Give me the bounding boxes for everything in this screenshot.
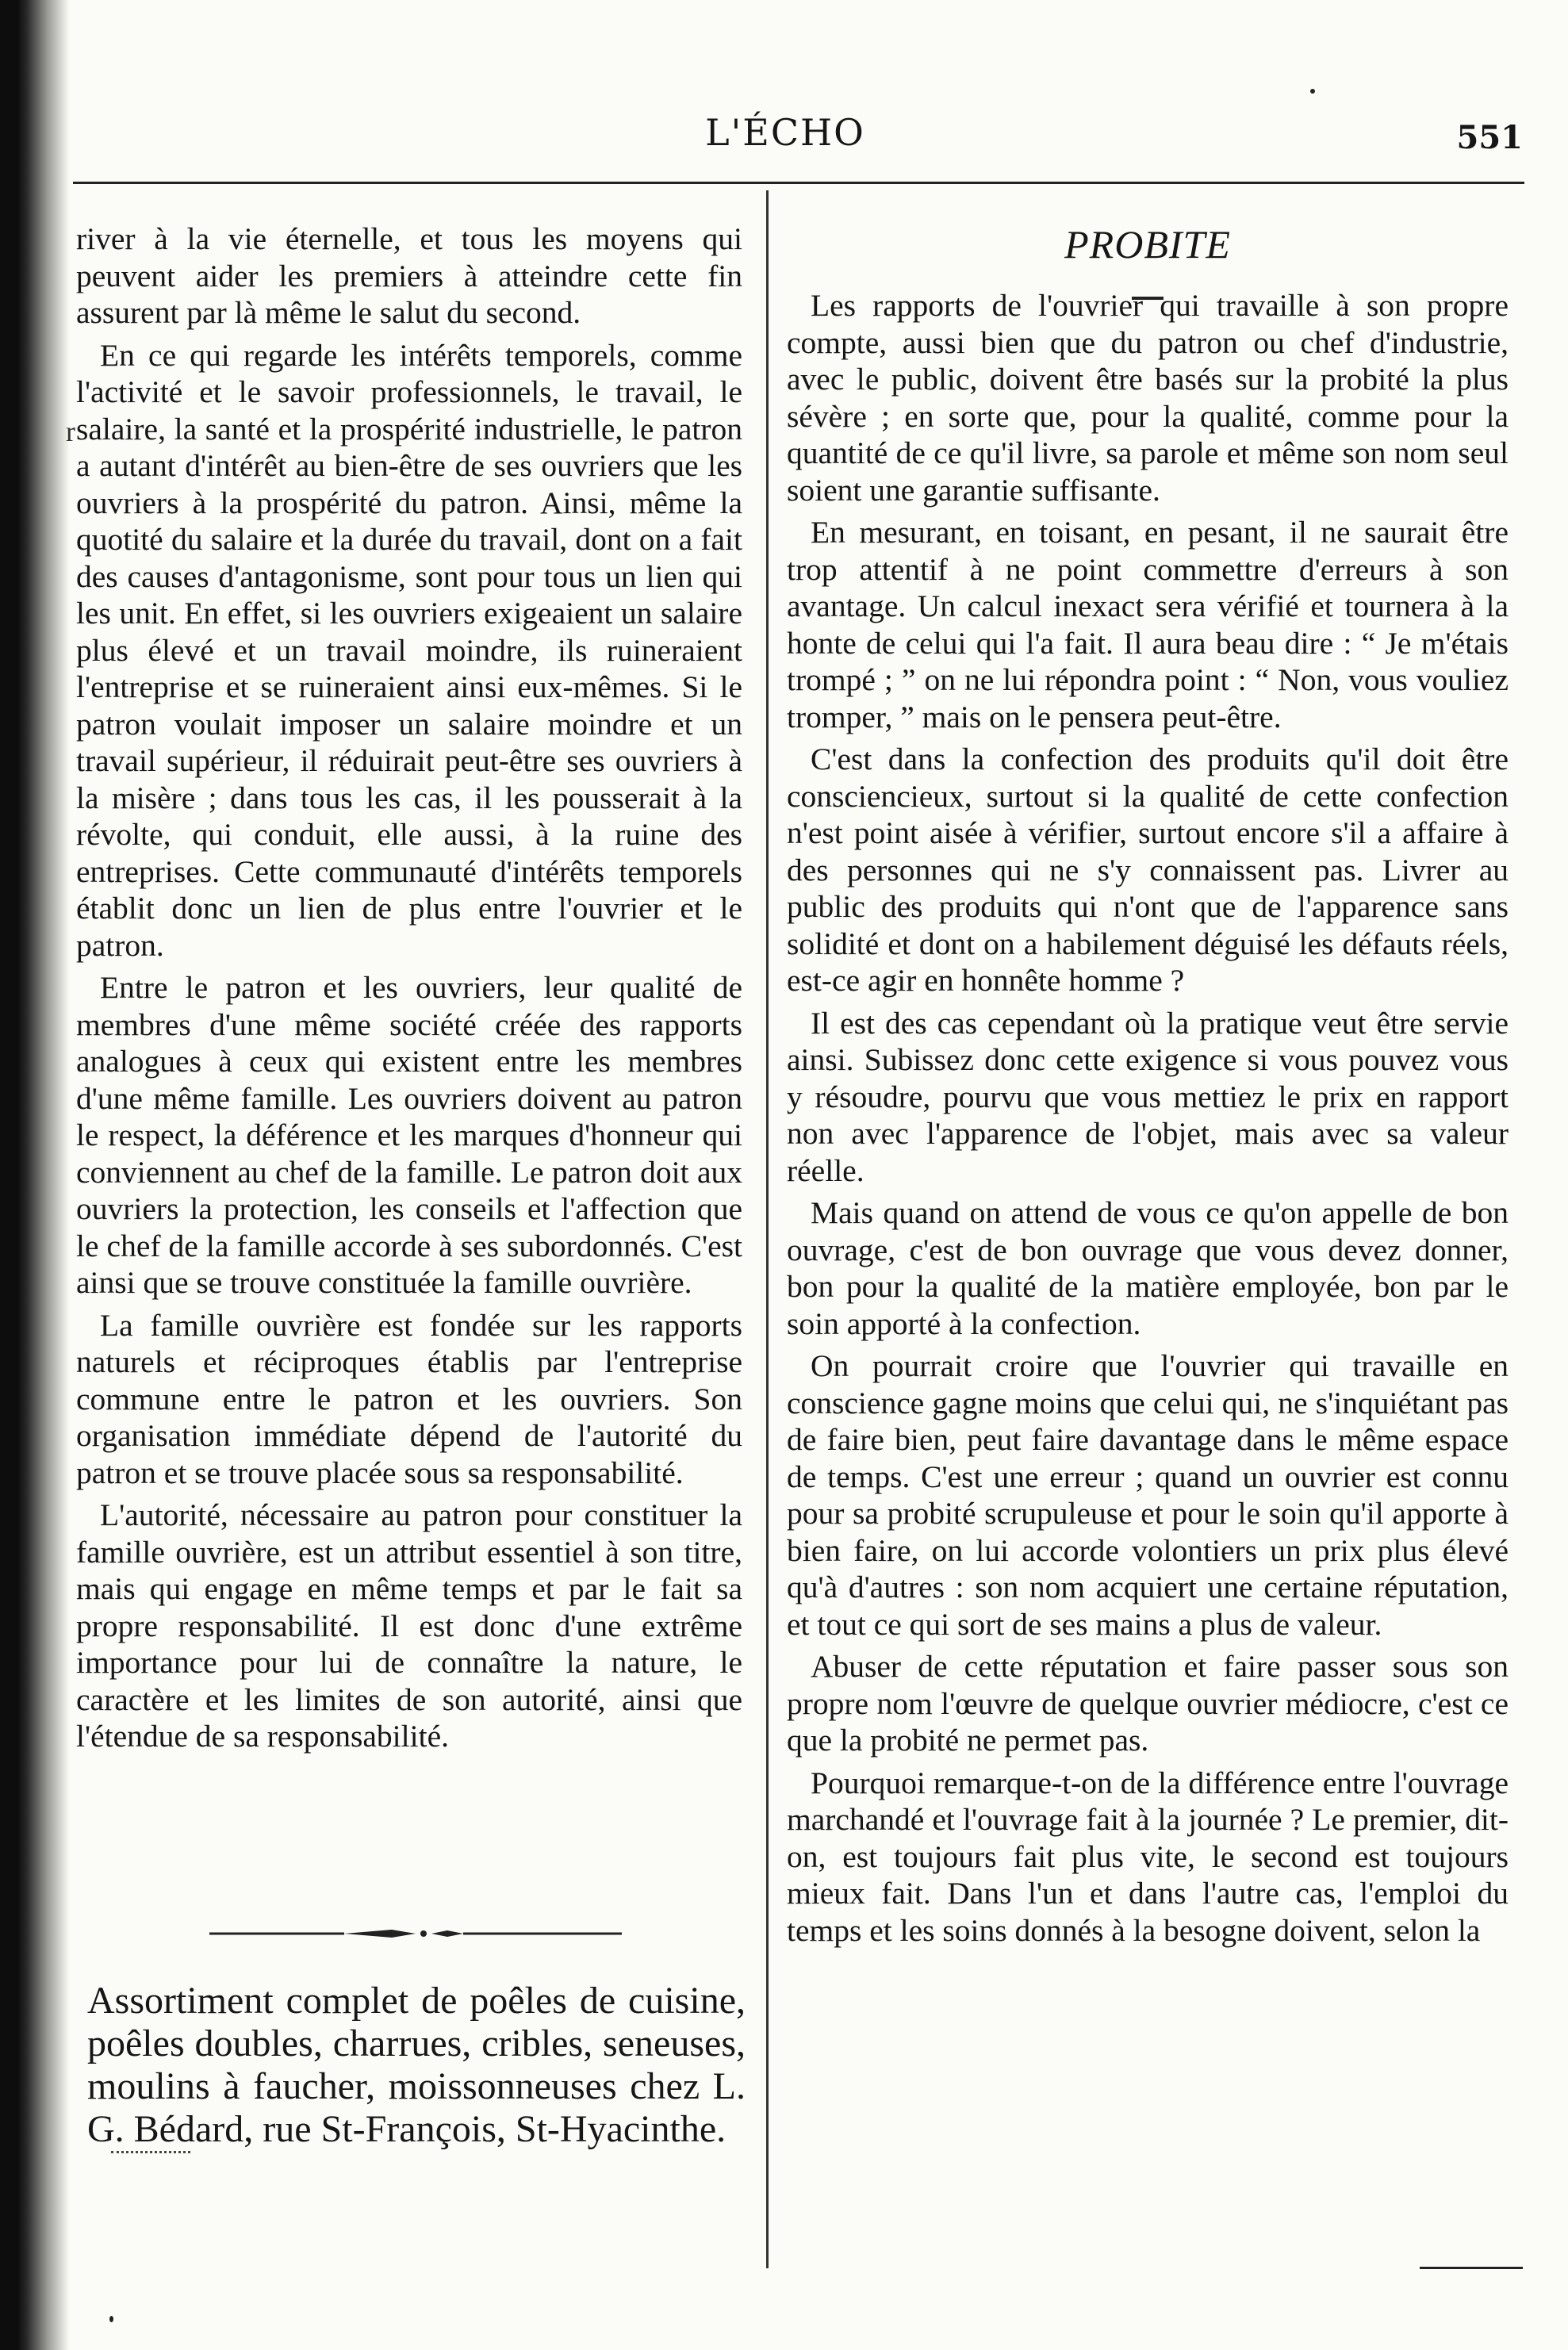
print-speck [109,2316,113,2322]
paragraph: C'est dans la confection des produits qu'il doit être consciencieux, surtout si la qualité de cette confection n'est point aisée à vérifier, surtout encore s'il a affaire à des personnes qui ne s'y connaissent pas. Livrer au public des produits qui n'ont que de l'apparence sans solidité et dont on a habilement déguisé les défauts réels, est-ce agir en honnête homme ? [787,742,1509,998]
page-number: 551 [1456,119,1523,156]
paragraph: Mais quand on attend de vous ce qu'on appelle de bon ouvrage, c'est de bon ouvrage que vous devez donner, bon pour la qualité de la matière employée, bon par le soin apporté à la confection. [787,1195,1509,1341]
ornamental-rule [209,1927,622,1940]
column-divider [766,190,769,2268]
header-rule [73,182,1524,184]
paragraph: En ce qui regarde les intérêts temporels, comme l'activité et le savoir professionnels, le travail, le salaire, la santé et la prospérité industrielle, le patron a autant d'intérêt au bien-être de ses ouvriers que les ouvriers à la prospérité du patron. Ainsi, même la quotité du salaire et la durée du travail, dont on a fait des causes d'antagonisme, sont pour tous un lien qui les unit. En effet, si les ouvriers exigeaient un salaire plus élevé et un travail moindre, ils ruineraient l'entreprise et se ruineraient ainsi eux-mêmes. Si le patron voulait imposer un salaire moindre et un travail supérieur, il réduirait peut-être ses ouvriers à la misère ; dans tous les cas, il les pousserait à la révolte, qui conduit, elle aussi, à la ruine des entreprises. Cette communauté d'intérêts temporels établit donc un lien de plus entre l'ouvrier et le patron. [76,337,742,963]
article-title: PROBITE [1064,222,1231,266]
paragraph: Abuser de cette réputation et faire passer sous son propre nom l'œuvre de quelque ouvrier médiocre, c'est ce que la probité ne permet pas. [787,1649,1509,1758]
title-dash [787,271,1509,284]
paragraph: Pourquoi remarque-t-on de la différence entre l'ouvrage marchandé et l'ouvrage fait à la journée ? Le premier, dit-on, est toujours fait plus vite, le second est toujours mieux fait. Dans l'un et dans l'autre cas, l'emploi du temps et les soins donnés à la besogne doivent, selon la [787,1765,1509,1948]
paragraph: La famille ouvrière est fondée sur les rapports naturels et réciproques établis par l'entreprise commune entre le patron et les ouvriers. Son organisation immédiate dépend de l'autorité du patron et se trouve placée sous sa responsabilité. [76,1307,742,1490]
advertisement: Assortiment complet de poêles de cuisine, poêles doubles, charrues, cribles, seneuses, moulins à faucher, moissonneuses chez L. G. Bédard, rue St-François, St-Hyacinthe. [87,1980,746,2150]
left-column [76,220,742,1761]
ad-dotted-rule [111,2151,190,2158]
bottom-rule [1420,2267,1523,2269]
paragraph: L'autorité, nécessaire au patron pour constituer la famille ouvrière, est un attribut essentiel à son titre, mais qui engage en même temps et par le fait sa propre responsabilité. Il est donc d'une extrême importance pour lui de connaître la nature, le caractère et les limites de son autorité, ainsi que l'étendue de sa responsabilité. [76,1497,742,1754]
print-speck [1310,89,1315,94]
previous-page-margin [0,412,75,2316]
page-header-title: L'ÉCHO [705,111,865,154]
paragraph: On pourrait croire que l'ouvrier qui travaille en conscience gagne moins que celui qui, ne s'inquiétant pas de faire bien, peut faire davantage dans le même espace de temps. C'est une erreur ; quand un ouvrier est connu pour sa probité scrupuleuse et pour le soin qu'il apporte à bien faire, on lui accorde volontiers un prix plus élevé qu'à d'autres : son nom acquiert une certaine réputation, et tout ce qui sort de ses mains a plus de valeur. [787,1348,1509,1642]
paragraph: Il est des cas cependant où la pratique veut être servie ainsi. Subissez donc cette exigence si vous pouvez vous y résoudre, pourvu que vous mettiez le prix en rapport non avec l'apparence de l'objet, mais avec sa valeur réelle. [787,1005,1509,1188]
paragraph: Entre le patron et les ouvriers, leur qualité de membres d'une même société créée des rapports analogues à ceux qui existent entre les membres d'une même famille. Les ouvriers doivent au patron le respect, la déférence et les marques d'honneur qui conviennent au chef de la famille. Le patron doit aux ouvriers la protection, les conseils et l'affection que le chef de la famille accorde à ses subordonnés. C'est ainsi que se trouve constituée la famille ouvrière. [76,970,742,1300]
margin-fragment: r [66,416,75,447]
right-column [787,220,1509,1954]
paragraph: Les rapports de l'ouvrier qui travaille à son propre compte, aussi bien que du patron ou chef d'industrie, avec le public, doivent être basés sur la probité la plus sévère ; en sorte que, pour la qualité, comme pour la quantité de ce qu'il livre, sa parole et même son nom seul soient une garantie suffisante. [787,288,1509,508]
paragraph: En mesurant, en toisant, en pesant, il ne saurait être trop attentif à ne point commettre d'erreurs à son avantage. Un calcul inexact sera vérifié et tournera à la honte de celui qui l'a fait. Il aura beau dire : “ Je m'étais trompé ; ” on ne lui répondra point : “ Non, vous vouliez tromper, ” mais on le pensera peut-être. [787,515,1509,734]
paragraph: river à la vie éternelle, et tous les moyens qui peuvent aider les premiers à atteindre cette fin assurent par là même le salut du second. [76,221,742,330]
